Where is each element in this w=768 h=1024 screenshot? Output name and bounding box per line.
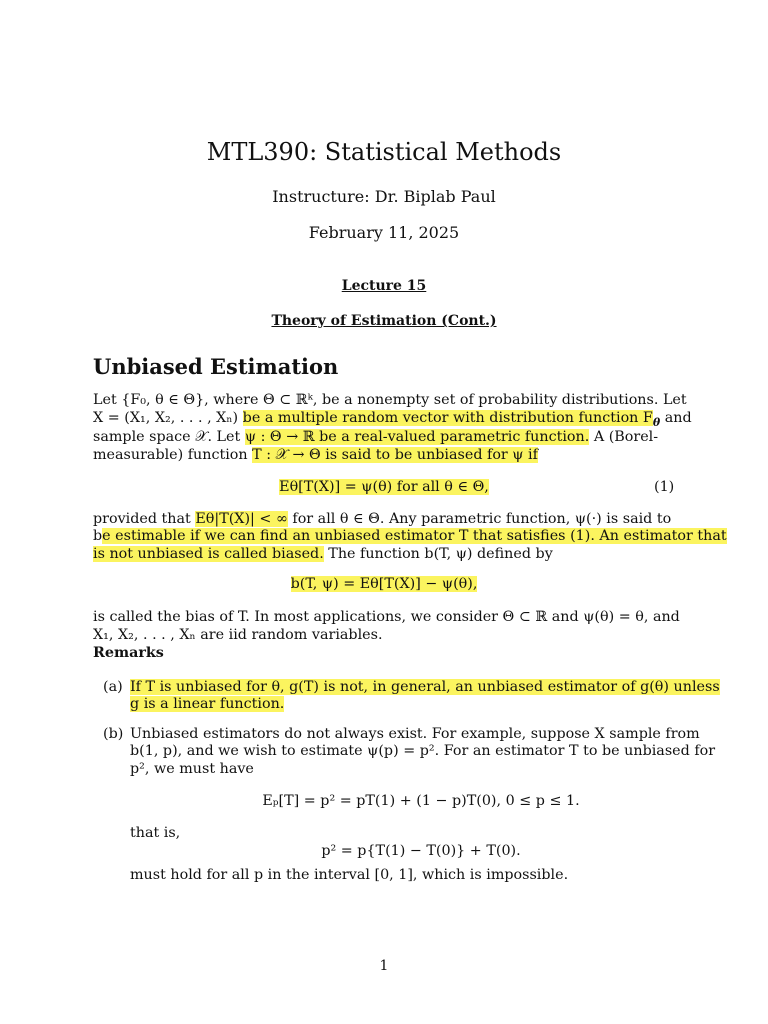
remark-b-line4: that is, bbox=[130, 825, 181, 841]
text-segment: b bbox=[93, 528, 103, 544]
remark-b-line2: b(1, p), and we wish to estimate ψ(p) = p². For an estimator T to be unbiased for bbox=[130, 743, 716, 759]
para1-line2 bbox=[93, 410, 692, 429]
para3-line2: X₁, X₂, . . . , Xₙ are iid random variables. bbox=[93, 627, 383, 643]
highlight-segment: e estimable if we can find an unbiased estimator T that satisfies (1). An estimator that bbox=[102, 528, 727, 544]
equation-1-number: (1) bbox=[654, 479, 675, 495]
remark-a-label: (a) bbox=[103, 679, 123, 695]
para1-line4 bbox=[93, 447, 676, 463]
date-line: February 11, 2025 bbox=[308, 223, 460, 242]
para3-line1: is called the bias of T. In most applications, we consider Θ ⊂ ℝ and ψ(θ) = θ, and bbox=[93, 609, 680, 625]
text-segment: provided that bbox=[93, 511, 196, 527]
highlight-segment: be a multiple random vector with distribution function F bbox=[242, 410, 653, 426]
subscript: θ bbox=[652, 415, 661, 429]
para2-line1 bbox=[93, 511, 676, 527]
highlight-segment: is not unbiased is called biased. bbox=[93, 546, 324, 562]
remark-a-line1 bbox=[130, 679, 720, 695]
remark-b-equation-1: Eₚ[T] = p² = pT(1) + (1 − p)T(0), 0 ≤ p ≤ 1. bbox=[262, 793, 580, 809]
highlight-segment: If T is unbiased for θ, g(T) is not, in general, an unbiased estimator of g(θ) unless bbox=[130, 679, 720, 695]
equation-2-text: b(T, ψ) = Eθ[T(X)] − ψ(θ), bbox=[290, 576, 478, 592]
equation-1 bbox=[0, 479, 768, 495]
remark-b-line1: Unbiased estimators do not always exist. For example, suppose X sample from bbox=[130, 726, 700, 742]
highlight-segment: T : 𝒳 → Θ is said to be unbiased for ψ if bbox=[252, 447, 538, 463]
equation-1-text: Eθ[T(X)] = ψ(θ) for all θ ∈ Θ, bbox=[279, 479, 489, 495]
text-segment: and bbox=[660, 410, 692, 426]
remark-b-equation-2: p² = p{T(1) − T(0)} + T(0). bbox=[321, 843, 521, 859]
text-segment: measurable) function bbox=[93, 447, 253, 463]
page-number: 1 bbox=[379, 958, 389, 974]
text-segment: A (Borel- bbox=[589, 429, 659, 445]
para2-line3 bbox=[93, 546, 676, 562]
highlight-segment: Eθ|T(X)| < ∞ bbox=[195, 511, 288, 527]
remark-a-line2 bbox=[130, 696, 284, 712]
lecture-number: Lecture 15 bbox=[341, 278, 427, 294]
highlight-segment: ψ : Θ → ℝ be a real-valued parametric function. bbox=[244, 429, 590, 445]
text-segment: sample space 𝒳. Let bbox=[93, 429, 245, 445]
equation-2 bbox=[0, 576, 768, 592]
para1-line3 bbox=[93, 429, 676, 445]
para2-line2 bbox=[93, 528, 727, 544]
section-heading: Unbiased Estimation bbox=[93, 354, 339, 379]
instructor-line: Instructure: Dr. Biplab Paul bbox=[272, 187, 496, 206]
text-segment: X = (X₁, X₂, . . . , Xₙ) bbox=[93, 410, 243, 426]
highlight-segment: g is a linear function. bbox=[130, 696, 285, 712]
remark-b-line5: must hold for all p in the interval [0, 1], which is impossible. bbox=[130, 867, 569, 883]
page-title: MTL390: Statistical Methods bbox=[206, 138, 562, 166]
text-segment: The function b(T, ψ) defined by bbox=[323, 546, 553, 562]
text-segment: for all θ ∈ Θ. Any parametric function, ψ(·) is said to bbox=[287, 511, 672, 527]
remark-b-label: (b) bbox=[103, 726, 124, 742]
remarks-heading: Remarks bbox=[93, 645, 164, 661]
lecture-topic: Theory of Estimation (Cont.) bbox=[271, 313, 497, 329]
remark-b-line3: p², we must have bbox=[130, 761, 254, 777]
para1-line1: Let {F₀, θ ∈ Θ}, where Θ ⊂ ℝᵏ, be a nonempty set of probability distributions. Let bbox=[93, 392, 687, 408]
